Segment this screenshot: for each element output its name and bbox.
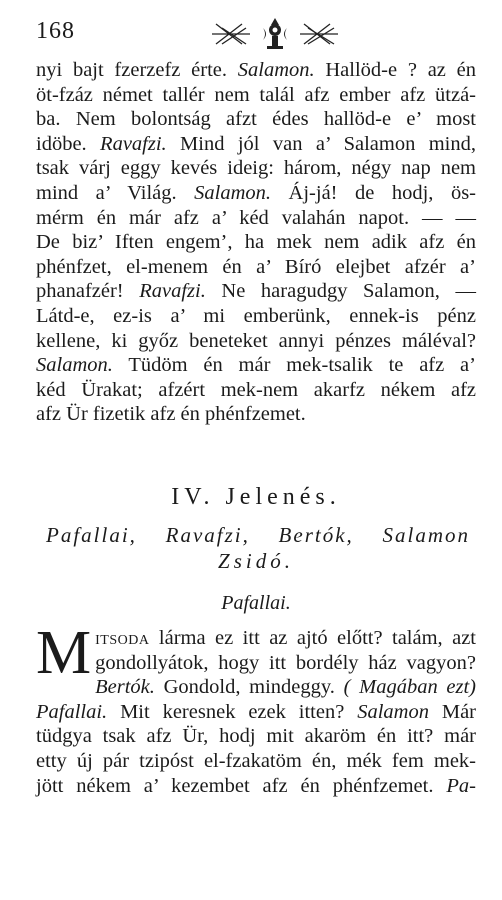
text-span: phénfzet, el-menem én a’ Bíró elejbet afzér a’ <box>36 255 476 278</box>
speaker-heading: Pafallai. <box>221 592 291 614</box>
text-line <box>36 156 476 181</box>
text-line <box>36 402 476 427</box>
paragraph-bottom <box>36 619 476 798</box>
cast-list-line: Pafallai, Ravafzi, Bertók, Salamon <box>46 523 470 547</box>
text-span: tüdgya tsak afz Ür, hodj mit akaröm én itt? már <box>36 725 476 748</box>
text-line <box>36 255 476 280</box>
text-span: etty új pár tzipóst el-fzakatöm én, mék fem mek- <box>36 749 476 772</box>
smallcaps-word: ITSODA <box>95 633 150 648</box>
text-span: Áj-já! de hodj, ös- <box>271 181 476 204</box>
text-span: mind a’ Világ. <box>36 181 195 204</box>
text-span: Mind jól van a’ Salamon mind, <box>166 132 476 155</box>
text-line <box>36 749 476 774</box>
text-span: Látd-e, ez-is a’ mi emberünk, ennek-is pénz <box>36 304 476 327</box>
text-line <box>36 279 476 304</box>
text-line <box>36 181 476 206</box>
paragraph-top <box>36 58 476 427</box>
text-span: afz Ür fizetik afz én phénfzemet. <box>36 403 306 426</box>
italic-span: Salamon. <box>36 354 113 377</box>
cast-list-line-2: Zsidó. <box>218 549 294 573</box>
text-line <box>36 724 476 749</box>
italic-span: Ravafzi. <box>100 132 167 155</box>
text-span: Ne haragudgy Salamon, — <box>205 280 476 303</box>
italic-span: Salamon <box>357 700 429 723</box>
text-span: Tüdöm én már mek-tsalik te afz a’ <box>112 354 476 377</box>
text-line <box>36 83 476 108</box>
text-line <box>36 329 476 354</box>
text-span: öt-fzáz német tallér nem talál afz ember afz ützá- <box>36 83 476 106</box>
text-line <box>36 774 476 799</box>
text-span: Gondold, mindeggy. <box>154 676 344 699</box>
text-span: ba. Nem bolontság afzt édes hallöd-e e’ most <box>36 108 476 131</box>
text-span: kéd Ürakat; afzért mek-nem akarfz nékem afz <box>36 378 476 401</box>
italic-span: Salamon. <box>194 181 272 204</box>
text-line-first <box>36 626 476 651</box>
italic-span: ( Magában ezt) <box>343 676 476 699</box>
text-span: mérm én már afz a’ kéd valahán napot. — — <box>36 206 476 229</box>
text-span: jött nékem a’ kezembet afz én phénfzemet. <box>36 774 447 797</box>
italic-span: Ravafzi. <box>139 280 206 303</box>
text-span: idöbe. <box>36 132 101 155</box>
text-line <box>36 58 476 83</box>
text-span: Hallöd-e ? az én <box>314 59 476 81</box>
italic-span: Pafallai. <box>36 700 108 723</box>
italic-span: Bertók. <box>95 676 155 699</box>
page-number: 168 <box>36 18 75 44</box>
drop-cap: M <box>36 619 92 687</box>
text-line <box>36 353 476 378</box>
text-line <box>36 206 476 231</box>
text-line <box>36 107 476 132</box>
text-span: gondollyátok, hogy itt bordély ház vagyon? <box>95 651 476 674</box>
text-line <box>36 700 476 725</box>
italic-span: Salamon. <box>237 59 315 81</box>
text-line <box>36 675 476 700</box>
text-span: Már <box>428 700 476 723</box>
first-line-rest: lárma ez itt az ajtó előtt? talám, azt <box>149 627 476 649</box>
text-line <box>36 651 476 676</box>
text-line <box>36 132 476 157</box>
text-line <box>36 230 476 255</box>
text-line <box>36 304 476 329</box>
italic-span: Pa- <box>446 774 476 797</box>
text-span: Mit keresnek ezek itten? <box>107 700 358 723</box>
text-span: De biz’ Iften engem’, ha mek nem adik afz én <box>36 231 476 254</box>
text-span: kellene, ki győz beneteket annyi pénzes máléval? <box>36 329 476 352</box>
scene-title: IV. Jelenés. <box>171 484 341 510</box>
text-span: nyi bajt fzerzefz érte. <box>36 59 238 81</box>
text-span: tsak várj eggy kevés ideig: három, négy nap nem <box>36 157 476 180</box>
printer-ornament-icon <box>200 16 350 52</box>
page-header <box>36 16 476 52</box>
text-span: phanafzér! <box>36 280 140 303</box>
text-line <box>36 378 476 403</box>
